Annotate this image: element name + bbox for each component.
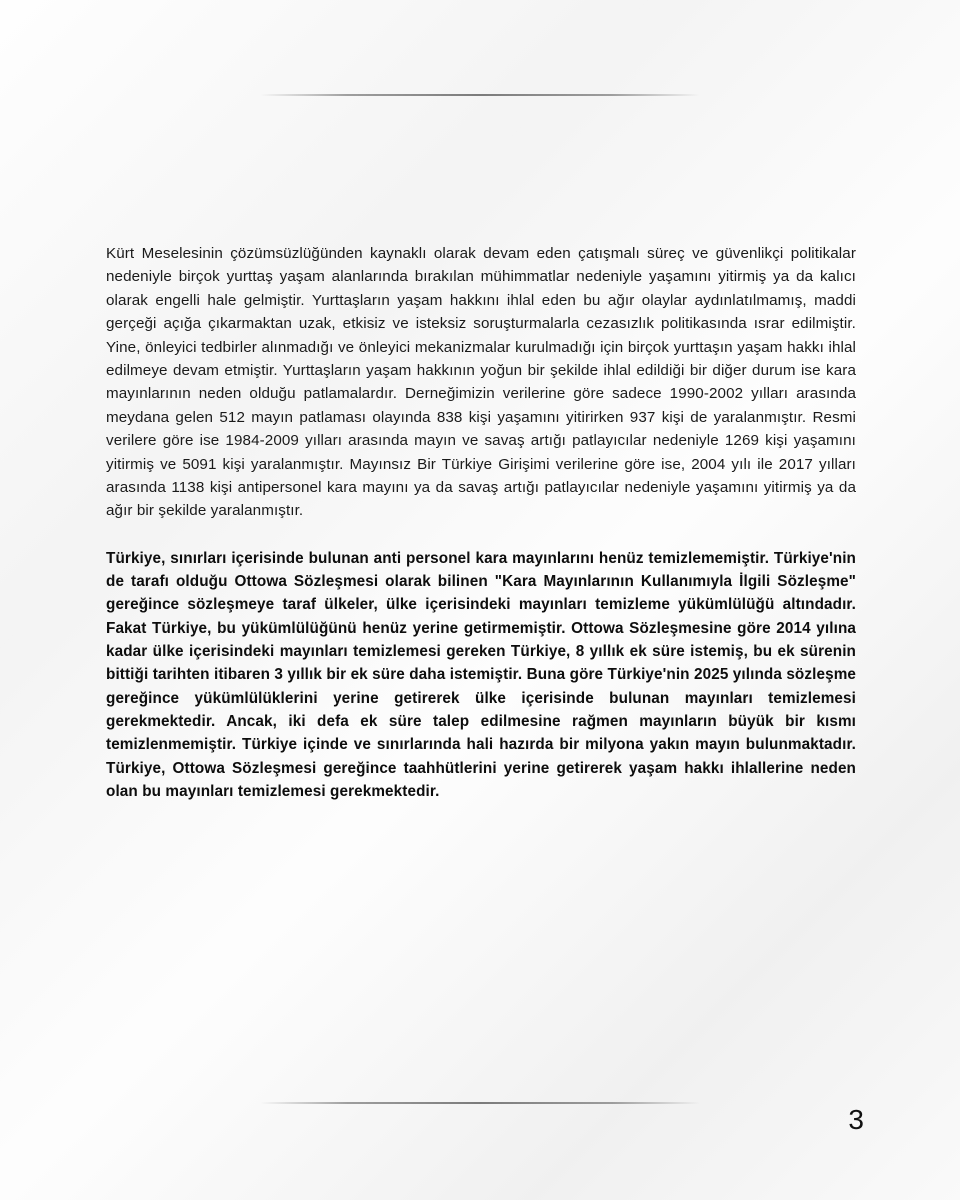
document-body (106, 242, 856, 803)
top-divider (260, 94, 700, 96)
paragraph-2: Türkiye, sınırları içerisinde bulunan anti personel kara mayınlarını henüz temizlememiştir. Türkiye'nin de tarafı olduğu Ottowa Sözleşmesi olarak bilinen "Kara Mayınlarının Kullanımıyla İlgili Sözleşme" gereğince sözleşmeye taraf ülkeler, ülke içerisindeki mayınları temizleme yükümlülüğü altındadır. Fakat Türkiye, bu yükümlülüğünü henüz yerine getirmemiştir. Ottowa Sözleşmesine göre 2014 yılına kadar ülke içerisindeki mayınları temizlemesi gereken Türkiye, 8 yıllık ek süre istemiş, bu ek sürenin bittiği tarihten itibaren 3 yıllık bir ek süre daha istemiştir. Buna göre Türkiye'nin 2025 yılında sözleşme gereğince yükümlülüklerini yerine getirerek ülke içerisinde bulunan mayınları temizlemesi gerekmektedir. Ancak, iki defa ek süre talep edilmesine rağmen mayınların büyük bir kısmı temizlenmemiştir. Türkiye içinde ve sınırlarında hali hazırda bir milyona yakın mayın bulunmaktadır. Türkiye, Ottowa Sözleşmesi gereğince taahhütlerini yerine getirerek yaşam hakkı ihlallerine neden olan bu mayınları temizlemesi gerekmektedir. (106, 549, 856, 800)
bottom-divider (260, 1102, 700, 1104)
page-number: 3 (848, 1104, 864, 1135)
paragraph-1: Kürt Meselesinin çözümsüzlüğünden kaynaklı olarak devam eden çatışmalı süreç ve güvenlikçi politikalar nedeniyle birçok yurttaş yaşam alanlarında bırakılan mühimmatlar nedeniyle yaşamını yitirmiş ya da kalıcı olarak engelli hale gelmiştir. Yurttaşların yaşam hakkını ihlal eden bu ağır olaylar aydınlatılmamış, maddi gerçeği açığa çıkarmaktan uzak, etkisiz ve isteksiz soruşturmalarla cezasızlık politikasında ısrar edilmiştir. Yine, önleyici tedbirler alınmadığı ve önleyici mekanizmalar kurulmadığı için birçok yurttaşın yaşam hakkı ihlal edilmeye devam etmiştir. Yurttaşların yaşam hakkının yoğun bir şekilde ihlal edildiği bir diğer durum ise kara mayınlarının neden olduğu patlamalardır. Derneğimizin verilerine göre sadece 1990-2002 yılları arasında meydana gelen 512 mayın patlaması olayında 838 kişi yaşamını yitirirken 937 kişi de yaralanmıştır. Resmi verilere göre ise 1984-2009 yılları arasında mayın ve savaş artığı patlayıcılar nedeniyle 1269 kişi yaşamını yitirmiş ve 5091 kişi yaralanmıştır. Mayınsız Bir Türkiye Girişimi verilerine göre ise, 2004 yılı ile 2017 yılları arasında 1138 kişi antipersonel kara mayını ya da savaş artığı patlayıcılar nedeniyle yaşamını yitirmiş ya da ağır bir şekilde yaralanmıştır. (106, 245, 856, 520)
